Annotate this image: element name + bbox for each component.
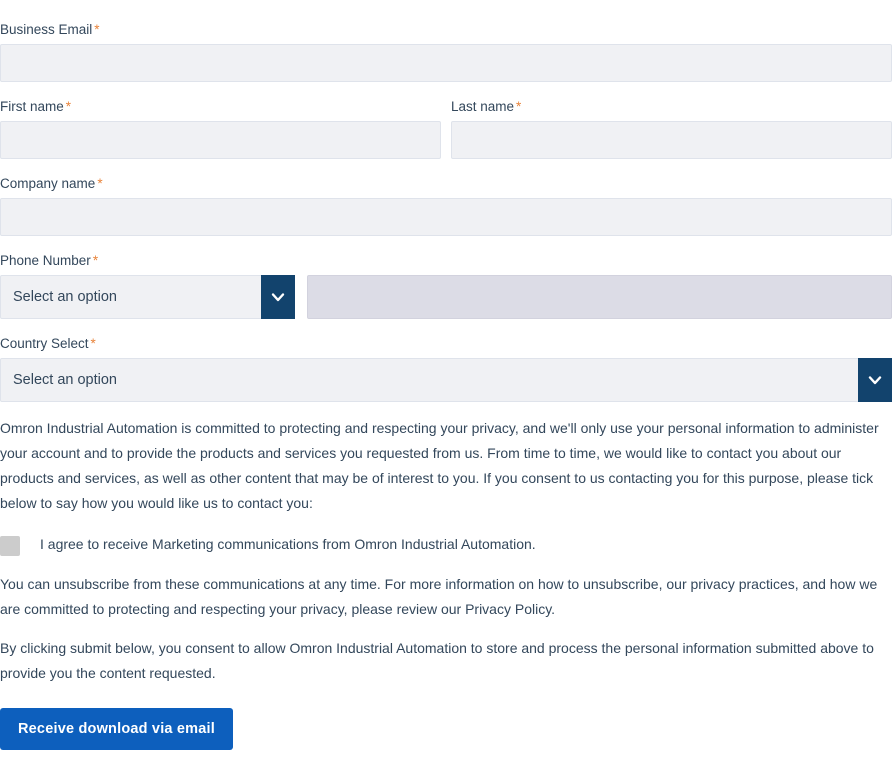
phone-number-input[interactable] xyxy=(307,275,892,319)
company-name-label xyxy=(0,176,892,198)
chevron-down-icon[interactable] xyxy=(858,358,892,402)
business-email-input[interactable] xyxy=(0,44,892,82)
first-name-label-text: First name xyxy=(0,99,64,114)
company-name-input[interactable] xyxy=(0,198,892,236)
required-asterisk: * xyxy=(65,99,72,114)
required-asterisk: * xyxy=(90,336,96,351)
field-business-email xyxy=(0,0,892,82)
country-select[interactable] xyxy=(0,358,892,402)
business-email-label-text: Business Email xyxy=(0,22,93,37)
marketing-consent-checkbox[interactable] xyxy=(0,536,20,556)
last-name-label-text: Last name xyxy=(451,99,515,114)
field-phone-number xyxy=(0,253,892,319)
field-company-name xyxy=(0,176,892,236)
last-name-label xyxy=(451,99,892,121)
required-asterisk: * xyxy=(94,22,100,37)
required-asterisk: * xyxy=(92,253,99,268)
field-country-select xyxy=(0,336,892,402)
first-name-label xyxy=(0,99,441,121)
required-asterisk: * xyxy=(97,176,103,191)
phone-number-label xyxy=(0,253,892,275)
chevron-down-icon[interactable] xyxy=(261,275,295,319)
unsubscribe-paragraph: You can unsubscribe from these communications at any time. For more information on how to unsubscribe, our privacy practices, and how we are committed to protecting and respecting your privacy, please review our Privacy Policy. xyxy=(0,576,878,617)
submit-button[interactable]: Receive download via email xyxy=(0,708,233,750)
field-first-name xyxy=(0,99,441,159)
country-select-label xyxy=(0,336,892,358)
company-name-label-text: Company name xyxy=(0,176,96,191)
field-last-name xyxy=(451,99,892,159)
business-email-label xyxy=(0,0,892,44)
country-select-value: Select an option xyxy=(0,358,892,402)
name-row xyxy=(0,99,892,159)
marketing-consent-row[interactable] xyxy=(0,535,892,556)
first-name-input[interactable] xyxy=(0,121,441,159)
privacy-consent-paragraph: Omron Industrial Automation is committed to protecting and respecting your privacy, and we'll only use your personal information to administer your account and to provide the products and services you requested from us. From time to time, we would like to contact you about our products and services, as well as other content that may be of interest to you. If you consent to us contacting you for this purpose, please tick below to say how you would like us to contact you: xyxy=(0,420,879,511)
phone-row xyxy=(0,275,892,319)
phone-number-label-text: Phone Number xyxy=(0,253,91,268)
last-name-input[interactable] xyxy=(451,121,892,159)
phone-country-code-value: Select an option xyxy=(0,275,295,319)
phone-country-code-select[interactable] xyxy=(0,275,295,319)
required-asterisk: * xyxy=(516,99,522,114)
country-select-label-text: Country Select xyxy=(0,336,89,351)
marketing-consent-label: I agree to receive Marketing communications from Omron Industrial Automation. xyxy=(40,536,536,552)
submit-consent-paragraph: By clicking submit below, you consent to allow Omron Industrial Automation to store and process the personal information submitted above to provide you the content requested. xyxy=(0,640,874,681)
